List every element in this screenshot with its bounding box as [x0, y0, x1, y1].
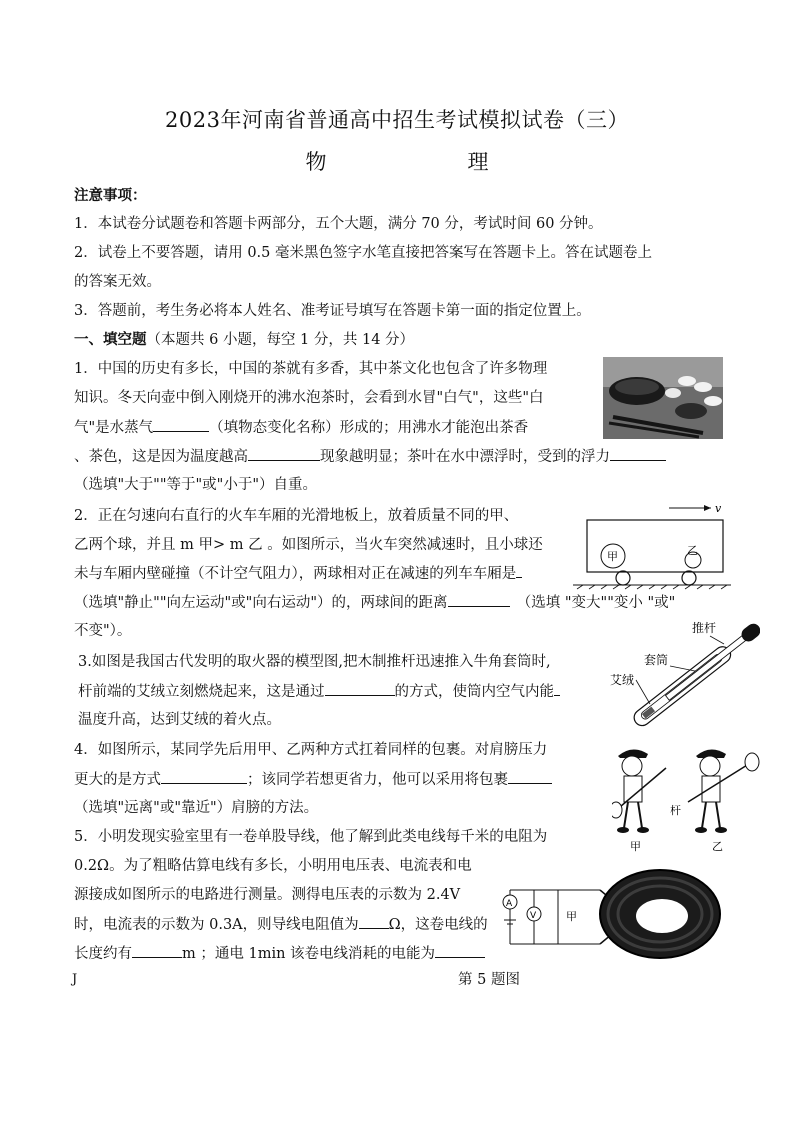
- q2-blank-2[interactable]: [448, 592, 510, 607]
- q2-line-4: [74, 592, 675, 613]
- figure-5-caption: 第 5 题图: [458, 972, 520, 988]
- q4-line-1: 4．如图所示，某同学先后用甲、乙两种方式扛着同样的包裹。对肩膀压力: [74, 742, 548, 758]
- terminal-jia-label: 甲: [566, 910, 577, 923]
- q2-line-5: 不变"）。: [74, 623, 132, 639]
- q2-line-3: [74, 563, 522, 584]
- voltmeter-label: V: [530, 911, 537, 921]
- measurement-circuit: [504, 890, 600, 944]
- q3-blank-2[interactable]: [554, 681, 560, 696]
- q1-blank-2[interactable]: [248, 446, 320, 461]
- ball-jia-label: 甲: [607, 550, 618, 563]
- q4-blank-2[interactable]: [508, 769, 552, 784]
- q1-line-5: （选填"大于""等于"或"小于"）自重。: [74, 477, 318, 493]
- q1-line-1: 1．中国的历史有多长，中国的茶就有多香，其中茶文化也包含了许多物理: [74, 361, 548, 377]
- q3-blank-1[interactable]: [325, 681, 395, 696]
- notes-heading: 注意事项：: [74, 187, 147, 204]
- q2-line-4b: （选填 "变大""变小 "或": [524, 595, 676, 611]
- q1-blank-1[interactable]: [153, 417, 209, 432]
- bundle-carrying-diagram: [612, 740, 762, 854]
- q1-line-3: [74, 417, 528, 438]
- tea-set-image: [603, 357, 723, 439]
- method-jia-label: 甲: [630, 840, 641, 853]
- notes-item-3: 3．答题前，考生务必将本人姓名、准考证号填写在答题卡第一面的指定位置上。: [74, 303, 591, 319]
- q1-line-4a: 、茶色，这是因为温度越高: [74, 449, 248, 465]
- q5-blank-1[interactable]: [359, 914, 389, 929]
- q4-blank-1[interactable]: [161, 769, 247, 784]
- section-1-title: 一、填空题: [74, 331, 147, 348]
- ammeter-label: A: [506, 899, 513, 909]
- push-rod-label: 推杆: [692, 621, 717, 635]
- section-1-desc: （本题共 6 小题，每空 1 分，共 14 分）: [146, 332, 415, 348]
- velocity-label: v: [715, 502, 722, 515]
- q4-line-3: （选填"远离"或"靠近"）肩膀的方法。: [74, 800, 319, 816]
- q5-line-5: [74, 943, 485, 964]
- q4-line-2: [74, 769, 552, 790]
- tinder-label: 艾绒: [610, 673, 635, 687]
- subject-title: 物 理: [305, 150, 549, 174]
- q5-blank-3[interactable]: [435, 943, 485, 958]
- q2-line-1: 2．正在匀速向右直行的火车车厢的光滑地板上，放着质量不同的甲、: [74, 508, 519, 524]
- notes-item-2b: 的答案无效。: [74, 274, 161, 290]
- q5-blank-2[interactable]: [132, 943, 182, 958]
- q5-line-5b: m ；通电 1min 该卷电线消耗的电能为: [182, 946, 436, 962]
- q4-line-2b: ；该同学若想更省力，他可以采用将包裹: [247, 772, 508, 788]
- q2-line-2: 乙两个球，并且 m 甲> m 乙 。如图所示，当火车突然减速时，且小球还: [74, 537, 543, 553]
- q3-line-2a: 杆前端的艾绒立刻燃烧起来，这是通过: [78, 684, 325, 700]
- notes-item-1: 1．本试卷分试题卷和答题卡两部分，五个大题，满分 70 分，考试时间 60 分钟。: [74, 216, 603, 232]
- q3-line-3: 温度升高，达到艾绒的着火点。: [78, 712, 281, 728]
- q1-line-2: 知识。冬天向壶中倒入刚烧开的沸水泡茶时，会看到水冒"白气"，这些"白: [74, 390, 544, 406]
- circuit-and-coil-diagram: [500, 868, 730, 964]
- wire-coil-image: [600, 870, 720, 958]
- q5-line-1: 5．小明发现实验室里有一卷单股导线，他了解到此类电线每千米的电阻为: [74, 829, 548, 845]
- ball-yi-label: 乙: [687, 544, 698, 557]
- q1-blank-3[interactable]: [610, 446, 666, 461]
- q1-line-3a: 气"是水蒸气: [74, 420, 154, 436]
- q1-line-4b: 现象越明显；茶叶在水中漂浮时，受到的浮力: [320, 449, 610, 465]
- q2-blank-1[interactable]: [516, 563, 522, 578]
- q2-line-3-text: 未与车厢内壁碰撞（不计空气阻力），两球相对正在减速的列车车厢是: [74, 566, 517, 582]
- q3-line-1: 3.如图是我国古代发明的取火器的模型图,把木制推杆迅速推入牛角套筒时,: [78, 654, 551, 670]
- q5-line-4: [74, 914, 488, 935]
- q3-line-2b: 的方式，使筒内空气内能: [394, 684, 554, 700]
- q3-line-2: [78, 681, 560, 702]
- notes-item-2a: 2．试卷上不要答题，请用 0.5 毫米黑色签字水笔直接把答案写在答题卡上。答在试题卷上: [74, 245, 652, 261]
- fire-piston-diagram: [610, 618, 760, 734]
- footer-mark: J: [72, 972, 78, 987]
- rod-label: 杆: [670, 804, 681, 817]
- method-yi-label: 乙: [712, 840, 723, 853]
- q5-line-2: 0.2Ω。为了粗略估算电线有多长，小明用电压表、电流表和电: [74, 858, 472, 874]
- boy-method-jia: [612, 749, 666, 833]
- train-car-diagram: [573, 498, 733, 590]
- section-1-heading: [74, 330, 414, 350]
- q4-line-2a: 更大的是方式: [74, 772, 161, 788]
- q5-line-3: 源接成如图所示的电路进行测量。测得电压表的示数为 2.4V: [74, 887, 461, 903]
- q5-line-4b: Ω，这卷电线的: [388, 917, 488, 933]
- q1-line-4: [74, 446, 666, 467]
- exam-title: 2023年河南省普通高中招生考试模拟试卷（三）: [165, 108, 629, 132]
- q1-line-3b: （填物态变化名称）形成的；用沸水才能泡出茶香: [209, 420, 529, 436]
- q2-line-4a: （选填"静止""向左运动"或"向右运动"）的，两球间的距离: [74, 595, 448, 611]
- q5-line-4a: 时，电流表的示数为 0.3A，则导线电阻值为: [74, 917, 359, 933]
- sleeve-label: 套筒: [644, 653, 669, 667]
- q5-line-5a: 长度约有: [74, 946, 132, 962]
- boy-method-yi: [688, 749, 759, 833]
